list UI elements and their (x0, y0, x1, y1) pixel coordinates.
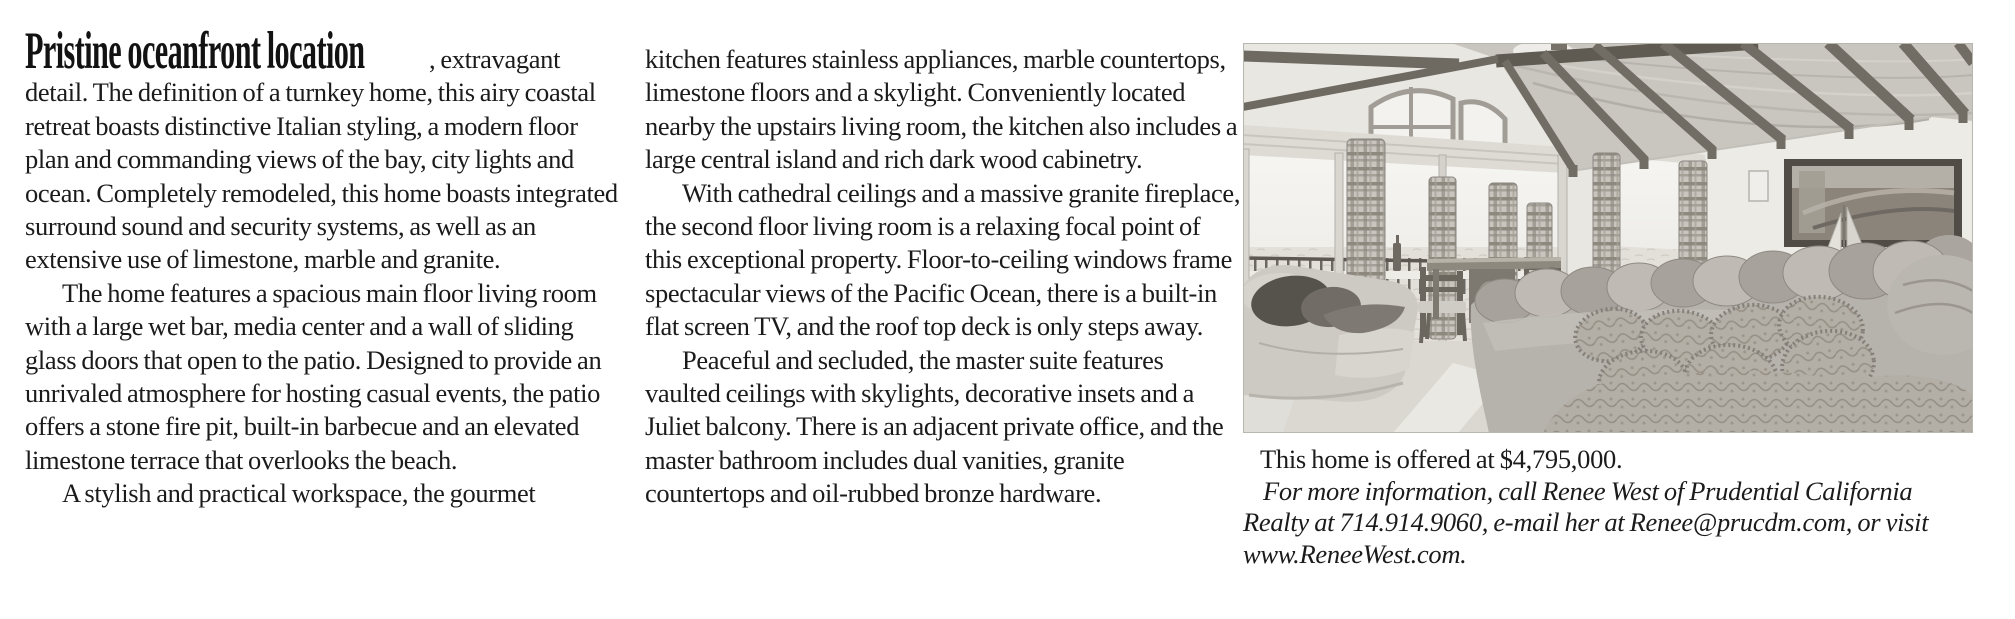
text-column-left (25, 22, 622, 511)
lead-paragraph: Pristine oceanfront location , extravagant detail. The definition of a turnkey home, this airy coastal retreat boasts distinctive Italian styling, a modern floor plan and commanding views of the bay, city lights and ocean. Completely remodeled, this home boasts integrated surround sound and security systems, as well as an extensive use of limestone, marble and granite. (25, 22, 618, 275)
contact-line: For more information, call Renee West of Prudential California Realty at 714.914.9060, e-mail her at Renee@prucdm.com, or visit www.ReneeWest.com. (1243, 475, 1929, 569)
ceiling-fixture (1551, 43, 1567, 50)
paragraph: With cathedral ceilings and a massive granite fireplace, the second floor living room is a relaxing focal point of this exceptional property. Floor-to-ceiling windows frame spectacular views of the Pacific Ocean, there is a built-in flat screen TV, and the roof top deck is only steps away. (645, 177, 1241, 342)
paragraph: A stylish and practical workspace, the gourmet (62, 478, 536, 509)
framed-seascape-art (1784, 159, 1962, 247)
paragraph: Peaceful and secluded, the master suite features vaulted ceilings with skylights, decorative insets and a Juliet balcony. There is an adjacent private office, and the master bathroom includes dual vanities, granite countertops and oil-rubbed bronze hardware. (645, 344, 1224, 509)
article-headline: Pristine oceanfront location (25, 22, 365, 80)
listing-photo (1243, 43, 1973, 433)
text-column-middle (645, 43, 1242, 511)
living-room-scene (1243, 43, 1973, 433)
chaise-sofa (1243, 265, 1418, 402)
wall-speaker (1749, 171, 1768, 201)
paragraph: The home features a spacious main floor living room with a large wet bar, media center and a wall of sliding glass doors that open to the patio. Designed to provide an unrivaled atmosphere for hosting casual events, the patio offers a stone fire pit, built-in barbecue and an elevated limestone terrace that overlooks the beach. (25, 277, 602, 475)
price-line: This home is offered at $4,795,000. (1260, 444, 1623, 474)
paragraph: kitchen features stainless appliances, marble countertops, limestone floors and a skylight. Conveniently located nearby the upstairs living room, the kitchen also includes a large central island and rich dark wood cabinetry. (645, 44, 1238, 175)
listing-caption (1243, 444, 1971, 570)
